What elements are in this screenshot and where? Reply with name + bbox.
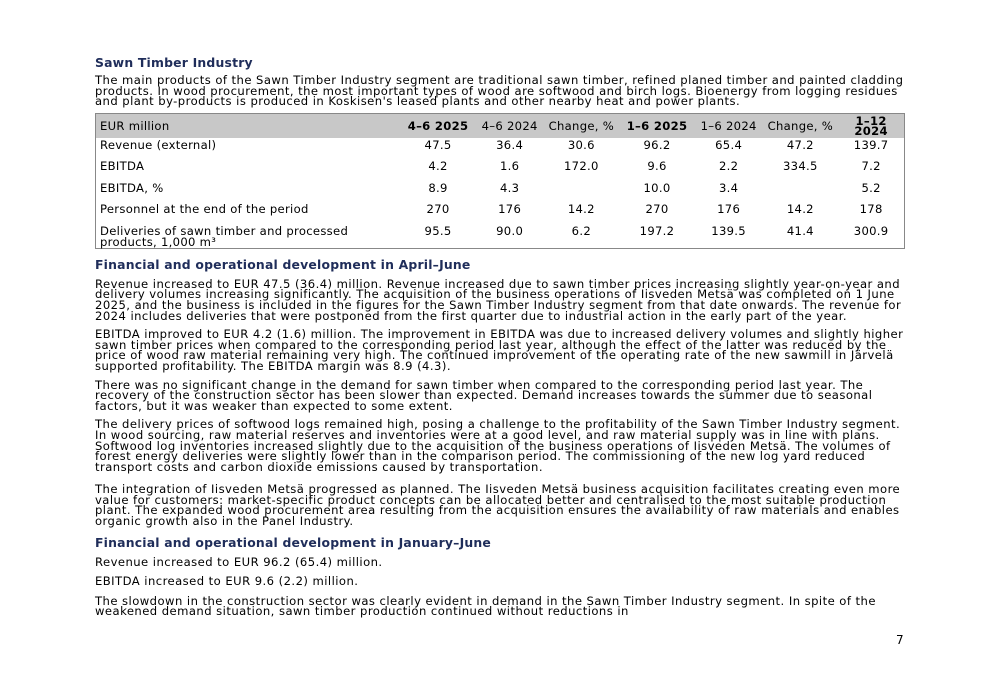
table-cell: 8.9 xyxy=(428,180,448,195)
q2-paragraphs xyxy=(95,276,905,529)
table-row xyxy=(96,224,905,249)
table-cell: 36.4 xyxy=(496,137,524,152)
table-cell xyxy=(543,181,619,203)
paragraph: The integration of Iisveden Metsä progressed as planned. The Iisveden Metsä business acquisition facilitates creating even more value for customers: market-specific product concepts can be allocated better and centralised to the most suitable production plant. The expanded wood procurement area resulting from the acquisition ensures the availability of raw materials and enables organic growth also in the Panel Industry. xyxy=(95,482,901,529)
table-cell: 6.2 xyxy=(571,223,591,238)
table-cell: 270 xyxy=(426,202,450,217)
table-header-cell: 4–6 2024 xyxy=(481,118,538,133)
table-cell: 4.2 xyxy=(428,159,448,174)
table-cell: 9.6 xyxy=(647,159,667,174)
table-cell: 4.3 xyxy=(499,180,520,195)
page-number: 7 xyxy=(896,633,904,647)
table-cell: EBITDA xyxy=(100,159,145,174)
table-cell: 197.2 xyxy=(639,223,675,238)
table-header-cell: 1–6 2025 xyxy=(626,118,688,133)
table-cell: 139.5 xyxy=(711,223,746,238)
paragraph: EBITDA increased to EUR 9.6 (2.2) million. xyxy=(95,574,359,589)
table-cell: 96.2 xyxy=(643,137,671,152)
paragraph: There was no significant change in the demand for sawn timber when compared to the corresponding period last year. The recovery of the construction sector has been slower than expected. Demand increases towards the summer due to seasonal factors, but it was weaker than expected to some extent. xyxy=(95,377,873,413)
table-cell: 2.2 xyxy=(718,159,739,174)
table-row xyxy=(96,138,905,160)
table-cell: 10.0 xyxy=(643,180,671,195)
table-cell: 176 xyxy=(498,202,522,217)
table-cell: 14.2 xyxy=(786,202,814,217)
table-cell: 90.0 xyxy=(496,223,524,238)
paragraph: Revenue increased to EUR 47.5 (36.4) million. Revenue increased due to sawn timber prices increasing slightly year-on-year and delivery volumes increasing significantly. The acquisition of the business operations of Iisveden Metsä was completed on 1 June 2025, and the business is included in the figures for the Sawn Timber Industry segment from that date onwards. The revenue for 2024 includes deliveries that were postponed from the first quarter due to industrial action in the early part of the year. xyxy=(95,276,902,323)
document-body xyxy=(95,55,905,617)
q2-heading: Financial and operational development in April–June xyxy=(95,256,471,272)
paragraph: The delivery prices of softwood logs remained high, posing a challenge to the profitability of the Sawn Timber Industry segment. In wood sourcing, raw material reserves and inventories were at a good level, and raw material supply was in line with plans. Softwood log inventories increased slightly due to the acquisition of the business operations of Iisveden Metsä. The volumes of forest energy deliveries were slightly lower than in the comparison period. The commissioning of the new log yard reduced transport costs and carbon dioxide emissions caused by transportation. xyxy=(95,417,901,474)
table-cell: EBITDA, % xyxy=(100,180,164,195)
table-cell: 178 xyxy=(859,202,883,217)
table-cell: 172.0 xyxy=(563,159,599,174)
table-cell: 3.4 xyxy=(718,180,739,195)
table-row xyxy=(96,159,905,181)
h1-heading: Financial and operational development in January–June xyxy=(95,534,492,550)
table-cell: 334.5 xyxy=(783,159,818,174)
table-cell: 270 xyxy=(645,202,669,217)
table-cell: 47.5 xyxy=(424,137,452,152)
table-body xyxy=(96,138,905,249)
table-header-cell: EUR million xyxy=(100,118,170,133)
table-row xyxy=(96,202,905,224)
table-header-cell: Change, % xyxy=(548,118,615,133)
table-cell: 65.4 xyxy=(715,137,743,152)
table-header-cell: 1–12 2024 xyxy=(854,113,888,138)
table-cell: 176 xyxy=(717,202,741,217)
table-cell: 300.9 xyxy=(853,223,889,238)
paragraph: EBITDA improved to EUR 4.2 (1.6) million. The improvement in EBITDA was due to increased delivery volumes and slightly higher sawn timber prices when compared to the corresponding period last year, although the effect of the latter was reduced by the price of wood raw material remaining very high. The continued improvement of the operating rate of the new sawmill in Järvelä supported profitability. The EBITDA margin was 8.9 (4.3). xyxy=(95,327,904,373)
table-header-cell: Change, % xyxy=(767,118,834,133)
table-row xyxy=(96,181,905,203)
table-cell: Deliveries of sawn timber and processed products, 1,000 m³ xyxy=(100,223,349,249)
table-cell: 7.2 xyxy=(861,159,881,174)
table-cell: 30.6 xyxy=(567,137,595,152)
table-cell: 1.6 xyxy=(499,159,520,174)
table-cell: 41.4 xyxy=(786,223,814,238)
paragraph: Revenue increased to EUR 96.2 (65.4) million. xyxy=(95,554,383,569)
table-cell: 47.2 xyxy=(786,137,814,152)
section-title: Sawn Timber Industry xyxy=(95,55,253,70)
paragraph: The slowdown in the construction sector was clearly evident in demand in the Sawn Timber Industry segment. In spite of the weakened demand situation, sawn timber production continued without reductions in xyxy=(95,593,876,619)
intro-paragraph: The main products of the Sawn Timber Industry segment are traditional sawn timber, refined planed timber and painted cladding products. In wood procurement, the most important types of wood are softwood and birch logs. Bioenergy from logging residues and plant by-products is produced in Koskisen's leased plants and other nearby heat and power plants. xyxy=(95,73,904,109)
table-cell: 5.2 xyxy=(861,180,881,195)
table-header-row xyxy=(96,113,905,138)
table-header-cell: 1–6 2024 xyxy=(700,118,757,133)
table-cell: 139.7 xyxy=(853,137,889,152)
table-cell: 14.2 xyxy=(567,202,595,217)
table-header-cell: 4–6 2025 xyxy=(407,118,469,133)
table-cell: Personnel at the end of the period xyxy=(100,202,309,217)
table-cell: Revenue (external) xyxy=(100,137,217,152)
table-cell: 95.5 xyxy=(424,223,452,238)
h1-paragraphs xyxy=(95,554,905,619)
key-figures-table xyxy=(95,113,905,249)
table-cell xyxy=(762,181,838,203)
